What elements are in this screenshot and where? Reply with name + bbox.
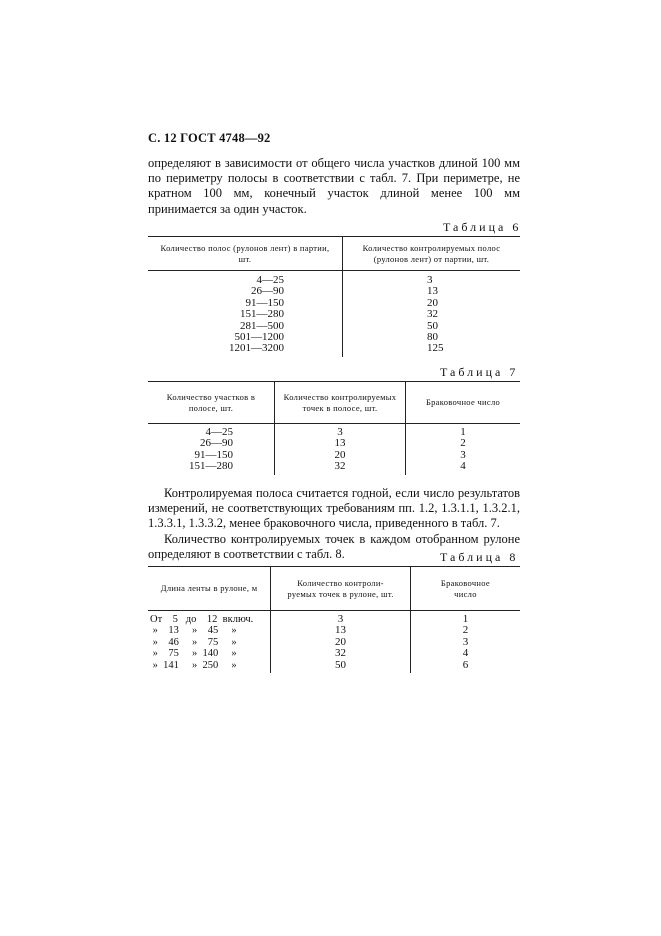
table8-cell-length: » 75 » 140 »: [150, 648, 237, 660]
page-header: С. 12 ГОСТ 4748—92: [148, 131, 271, 145]
table7-header-3: Браковочное число: [406, 382, 521, 424]
table8-column-3: [411, 614, 520, 671]
paragraph-2: Контролируемая полоса считается годной, если число результатов измерений, не соответствующих требованиям пп. 1.2, 1.3.1.1, 1.3.2.1, 1.3.3.1, 1.3.3.2, менее браковочного числа, приведенного в табл. 7.: [148, 486, 520, 531]
table6-column-2: [343, 275, 520, 355]
table8-header-3: Браковочное число: [410, 567, 520, 611]
table7-cell-sections: 91—150: [194, 448, 233, 461]
table6: [148, 236, 520, 357]
table6-caption: Таблица 6: [443, 220, 522, 234]
table7-column-3: [406, 427, 520, 473]
table7: [148, 381, 520, 475]
table8-header-2: Количество контроли-руемых точек в рулоне, шт.: [271, 567, 411, 611]
table8-cell-points: 13: [335, 624, 347, 637]
table8-caption: Таблица 8: [440, 550, 519, 564]
table6-cell-batch-size: 26—90: [251, 285, 284, 298]
table7-caption: Таблица 7: [440, 365, 519, 379]
table6-cell-batch-size: 91—150: [245, 296, 284, 309]
table6-cell-controlled-count: 32: [427, 308, 438, 321]
table8-cell-length: » 141 » 250 »: [150, 659, 237, 671]
table8-cell-points: 20: [335, 635, 347, 648]
table7-cell-points: 20: [334, 448, 346, 461]
intro-paragraph: определяют в зависимости от общего числа участков длиной 100 мм по периметру полосы в соответствии с табл. 7. При периметре, не кратном 100 мм, конечный участок длиной менее 100 мм принимается за один участок.: [148, 156, 520, 216]
table7-cell-sections: 4—25: [205, 426, 233, 438]
table8-cell-reject-number: 6: [462, 658, 469, 671]
table6-column-1: [148, 275, 342, 355]
table8-cell-reject-number: 3: [462, 635, 469, 648]
table6-cell-controlled-count: 80: [427, 330, 438, 343]
table8-column-1: [148, 614, 270, 671]
table8: [148, 566, 520, 673]
table7-header-2: Количество контролируемых точек в полосе, шт.: [275, 382, 406, 424]
table7-column-2: [275, 427, 405, 473]
table8-header-1: Длина ленты в рулоне, м: [148, 567, 271, 611]
table8-cell-reject-number: 4: [462, 647, 469, 660]
table7-cell-reject-number: 3: [460, 448, 466, 461]
table8-cell-points: 32: [335, 647, 347, 660]
table7-cell-sections: 151—280: [189, 460, 233, 473]
table6-header-2: Количество контролируемых полос (рулонов лент) от партии, шт.: [343, 237, 521, 271]
table8-cell-length: » 46 » 75 »: [150, 636, 237, 648]
table6-cell-batch-size: 1201—3200: [229, 342, 284, 355]
table7-header-1: Количество участков в полосе, шт.: [148, 382, 275, 424]
table8-cell-length: » 13 » 45 »: [150, 625, 237, 637]
table7-cell-points: 32: [334, 460, 346, 473]
table6-cell-batch-size: 4—25: [256, 274, 284, 286]
table8-cell-points: 3: [337, 613, 344, 625]
table7-cell-sections: 26—90: [200, 437, 233, 450]
table7-cell-reject-number: 4: [460, 460, 466, 473]
table6-header-1: Количество полос (рулонов лент) в партии, шт.: [148, 237, 343, 271]
table8-cell-reject-number: 1: [462, 613, 469, 625]
table7-cell-reject-number: 2: [460, 437, 466, 450]
table6-cell-controlled-count: 3: [427, 274, 433, 286]
table6-cell-controlled-count: 13: [427, 285, 438, 298]
table7-cell-points: 3: [337, 426, 343, 438]
table8-cell-length: От 5 до 12 включ.: [150, 614, 254, 625]
table6-cell-controlled-count: 20: [427, 296, 438, 309]
table7-column-1: [148, 427, 274, 473]
table6-cell-batch-size: 151—280: [240, 308, 284, 321]
table6-cell-controlled-count: 125: [427, 342, 444, 355]
table8-cell-points: 50: [335, 658, 347, 671]
table6-cell-batch-size: 281—500: [240, 319, 284, 332]
table6-cell-batch-size: 501—1200: [234, 330, 284, 343]
table7-cell-points: 13: [334, 437, 346, 450]
table8-column-2: [271, 614, 410, 671]
table8-cell-reject-number: 2: [462, 624, 469, 637]
table6-cell-controlled-count: 50: [427, 319, 438, 332]
table7-cell-reject-number: 1: [460, 426, 466, 438]
paragraph-3: Количество контролируемых точек в каждом отобранном рулоне определяют в соответствии с табл. 8.: [148, 532, 520, 562]
